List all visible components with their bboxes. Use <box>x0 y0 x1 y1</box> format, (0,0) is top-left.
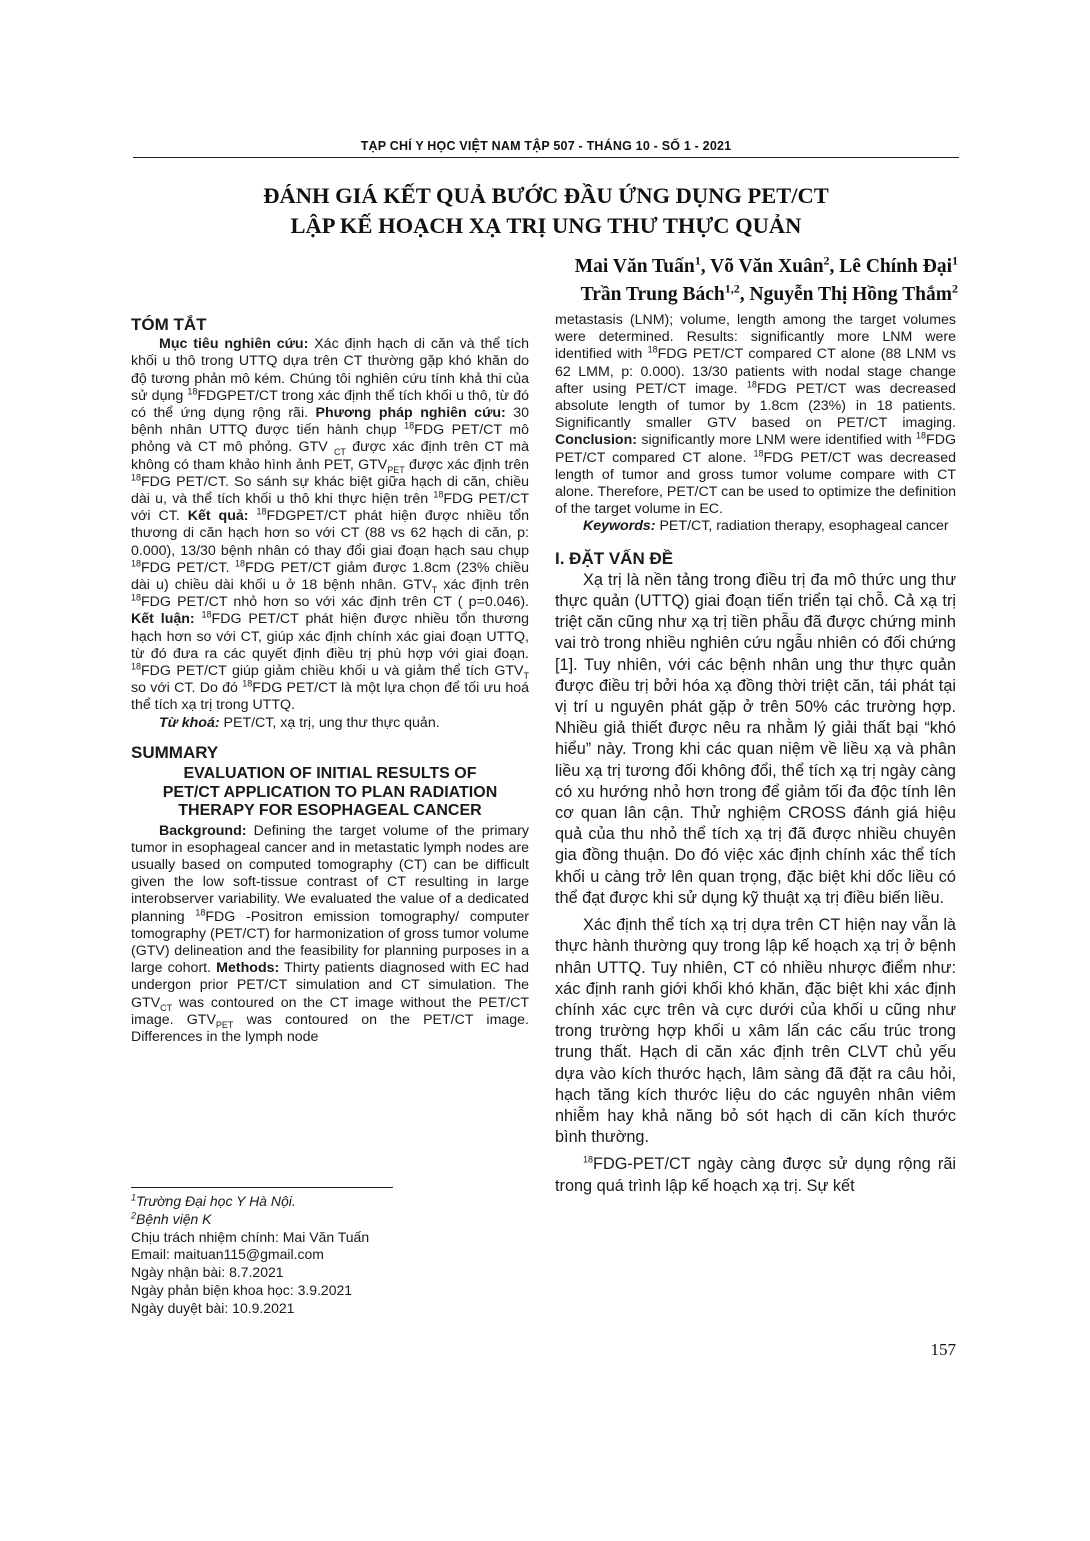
author-line-1 <box>440 253 958 281</box>
section-1-paragraph-2: Xác định thể tích xạ trị dựa trên CT hiện nay vẫn là thực hành thường quy trong lập kế hoạch xạ trị ở bệnh nhân UTTQ. Tuy nhiên, CT có nhiều nhược điểm như: xác định ranh giới khối khó khăn, đặc biệt khi xác định chính xác cực trên và cực dưới của khối u cũng như trong trường hợp khối u xâm lấn các cấu trúc trong trung thất. Hạch di căn xác định trên CLVT chủ yếu dựa vào kích thước hạch, lâm sàng đã đặt ra câu hỏi, hạch tăng kích thước liệu do các nguyên nhân viêm nhiễm hay khả năng bỏ sót hạch di căn kích thước bình thường. <box>555 916 956 1147</box>
author-name: Mai Văn Tuấn <box>574 256 695 277</box>
left-column <box>131 316 529 1046</box>
text: was contoured on the CT image without the PET/CT image. GTV <box>131 994 529 1028</box>
text: được xác định trên CT mà không có tham khảo hình ảnh PET, GTV <box>131 439 529 473</box>
superscript: 18 <box>433 489 444 500</box>
summary-title-line: EVALUATION OF INITIAL RESULTS OF <box>183 765 477 783</box>
text: FDG PET/CT là một lựa chọn để tối ưu hoá thể tích xạ trị trong UTTQ. <box>131 680 529 714</box>
footnote-affiliation-1 <box>131 1193 531 1211</box>
abstract-en-continued <box>555 312 956 518</box>
subscript: CT <box>333 447 346 458</box>
section-1-paragraph-3 <box>555 1154 956 1196</box>
text: FDG PET/CT was decreased length of tumor and gross tumor volume compare with CT alone. Therefore, PET/CT can be used to optimize the definition of the target volume in EC. <box>555 449 957 518</box>
label: Keywords: <box>583 518 656 535</box>
author-list <box>440 253 958 309</box>
superscript: 18 <box>753 447 764 458</box>
label: Từ khoá: <box>159 714 220 731</box>
footnote-affiliation-2 <box>131 1211 531 1229</box>
text: FDGPET/CT phát hiện được nhiều tổn thương di căn hạch hơn so với CT (88 vs 62 hạch di căn, p: 0.000), 13/30 bệnh nhân có thay đổi giai đoạn hạch sau chụp <box>131 508 529 559</box>
abstract-vi-heading: TÓM TẮT <box>131 315 207 334</box>
superscript: 18 <box>131 661 142 672</box>
author-name: , Võ Văn Xuân <box>700 256 824 277</box>
footnote-received: Ngày nhận bài: 8.7.2021 <box>131 1264 284 1281</box>
text: Thirty patients diagnosed with EC had undergon prior PET/CT simulation and CT simulation. The GTV <box>131 960 529 1011</box>
label: Background: <box>159 822 247 839</box>
footnotes <box>131 1193 531 1318</box>
label: Kết quả: <box>187 508 249 525</box>
summary-title <box>131 765 529 821</box>
subscript: T <box>431 584 438 595</box>
superscript: 2 <box>131 1210 137 1221</box>
subscript: T <box>523 670 529 681</box>
text: FDG PET/CT nhỏ hơn so với xác định trên CT ( p=0.046). <box>141 594 529 611</box>
subscript: CT <box>160 1002 173 1013</box>
author-name: , Lê Chính Đại <box>829 256 952 277</box>
text: 30 bệnh nhân UTTQ được tiến hành chụp <box>131 405 529 439</box>
label: Methods: <box>216 960 280 977</box>
text: FDG PET/CT giảm được 1.8cm (23% chiều dài u) chiều dài khối u ở 18 bệnh nhân. GTV <box>131 559 529 594</box>
footnote-email: Email: maituan115@gmail.com <box>131 1246 324 1263</box>
article-title <box>133 181 959 241</box>
text: xác định trên <box>437 577 529 594</box>
subscript: PET <box>387 464 405 475</box>
text: Defining the target volume of the primary tumor in esophageal cancer and in metastatic lymph nodes are usually based on computed tomography (CT) can be difficult given the low soft-tissue contrast of CT resulting in large interobserver variability. We evaluated the value of a dedicated planning <box>131 822 529 925</box>
header-rule <box>133 157 959 158</box>
text: FDG PET/CT compared CT alone (88 LNM vs 62 LMM, p: 0.000). 13/30 patients with nodal stage change after using PET/CT image. <box>555 346 956 397</box>
author-affiliation: 1,2 <box>724 281 740 296</box>
superscript: 18 <box>187 386 198 397</box>
superscript: 18 <box>131 558 142 569</box>
text: FDG PET/CT mô phỏng và CT mô phỏng. GTV <box>131 422 529 456</box>
summary-heading: SUMMARY <box>131 742 219 762</box>
text <box>195 611 202 627</box>
text: PET/CT, xạ trị, ung thư thực quản. <box>219 714 440 731</box>
author-affiliation: 1 <box>952 253 958 268</box>
superscript: 1 <box>131 1192 137 1203</box>
text: FDG-PET/CT ngày càng được sử dụng rộng rãi trong quá trình lập kế hoạch xạ trị. Sự kết <box>555 1155 956 1195</box>
section-1-heading: I. ĐẶT VẤN ĐỀ <box>555 548 674 568</box>
text: FDG PET/CT với CT. <box>131 491 529 525</box>
label: Phương pháp nghiên cứu: <box>315 405 506 422</box>
superscript: 18 <box>235 558 246 569</box>
footnote-rule <box>131 1187 393 1188</box>
superscript: 18 <box>131 472 142 483</box>
label: Mục tiêu nghiên cứu: <box>159 336 309 353</box>
author-affiliation: 1 <box>694 253 701 268</box>
superscript: 18 <box>242 678 253 689</box>
author-name: , Nguyễn Thị Hồng Thắm <box>739 284 952 305</box>
text: FDG PET/CT compared CT alone. <box>555 432 956 466</box>
journal-header: TẠP CHÍ Y HỌC VIỆT NAM TẬP 507 - THÁNG 10 - SỐ 1 - 2021 <box>360 139 732 153</box>
author-name: Trần Trung Bách <box>580 284 725 305</box>
keywords-en <box>555 518 956 535</box>
text: was contoured on the PET/CT image. Differences in the lymph node <box>131 1011 529 1046</box>
superscript: 18 <box>746 379 757 390</box>
abstract-vi-text <box>131 336 529 714</box>
subscript: PET <box>215 1019 234 1030</box>
superscript: 18 <box>404 420 415 431</box>
footnote-reviewed: Ngày phản biện khoa học: 3.9.2021 <box>131 1281 353 1298</box>
keywords-vi <box>131 715 529 732</box>
label: Kết luận: <box>131 611 195 628</box>
text: được xác định trên <box>404 456 530 473</box>
superscript: 18 <box>131 592 142 603</box>
right-column <box>555 312 956 1197</box>
abstract-en-text <box>131 823 529 1047</box>
text: FDG PET/CT was decreased absolute length of tumor by 1.8cm (23%) in 18 patients. Significantly smaller GTV based on PET/CT imaging. <box>555 380 956 432</box>
superscript: 18 <box>583 1154 594 1165</box>
summary-title-line: PET/CT APPLICATION TO PLAN RADIATION <box>162 783 498 801</box>
summary-title-line: THERAPY FOR ESOPHAGEAL CANCER <box>178 802 482 820</box>
text: so với CT. Do đó <box>131 680 243 697</box>
author-affiliation: 2 <box>952 281 958 296</box>
footnote-corresponding: Chịu trách nhiệm chính: Mai Văn Tuấn <box>131 1228 370 1245</box>
text: Bệnh viện K <box>136 1210 212 1227</box>
superscript: 18 <box>647 344 658 355</box>
text: significantly more LNM were identified with <box>636 432 917 449</box>
text: PET/CT, radiation therapy, esophageal cancer <box>655 518 949 535</box>
text: FDG PET/CT phát hiện được nhiều tổn thương hạch hơn so với CT, giúp xác định chính xác giai đoạn UTTQ, từ đó đưa ra các quyết định điều trị phù hợp với giai đoạn. <box>131 611 529 662</box>
superscript: 18 <box>201 609 212 620</box>
superscript: 18 <box>916 430 927 441</box>
page-number: 157 <box>930 1340 956 1359</box>
text: FDG -Positron emission tomography/ computer tomography (PET/CT) for harmonization of gross tumor volume (GTV) delineation and the feasibility for planning purposes in a large cohort. <box>131 908 529 977</box>
title-line-1: ĐÁNH GIÁ KẾT QUẢ BƯỚC ĐẦU ỨNG DỤNG PET/CT <box>263 183 829 208</box>
author-affiliation: 2 <box>823 253 830 268</box>
label: Conclusion: <box>555 432 637 449</box>
section-1-paragraph-1: Xạ trị là nền tảng trong điều trị đa mô thức ung thư thực quản (UTTQ) giai đoạn tiến triển tại chỗ. Cả xạ trị triệt căn cũng như xạ trị tiền phẫu đã được chứng minh vai trò trong nhiều nghiên cứu ngẫu nhiên có đối chứng [1]. Tuy nhiên, với các bệnh nhân ung thư thực quản được điều trị bởi hóa xạ đồng thời triệt căn, tái phát tại vị trí u nguyên phát gặp ở trên 50% các trường hợp. Nhiều giả thiết được nêu ra nhằm lý giải thất bại “khó hiểu” này. Trong khi các quan niệm về liều xạ và phân liều xạ trị tương đối không đổi, thể tích xạ trị ngày càng có xu hướng nhỏ hơn trong để giảm tối đa độc tính lên cơ quan lân cận. Thử nghiệm CROSS đánh giá hiệu quả của thu nhỏ thể tích xạ trị đã được nhiều chuyên gia đồng thuận. Do đó việc xác định chính xác thể tích khối u càng trở lên quan trọng, đặc biệt khi dốc liều có thể đạt được khi sử dụng kỹ thuật xạ trị điều biến liều. <box>555 570 956 907</box>
text: metastasis (LNM); volume, length among the target volumes were determined. Results: significantly more LNM were identified with <box>555 312 956 363</box>
footnote-accepted: Ngày duyệt bài: 10.9.2021 <box>131 1299 295 1316</box>
superscript: 18 <box>256 506 267 517</box>
text: FDG PET/CT giúp giảm chiều khối u và giảm thể tích GTV <box>141 663 524 680</box>
text: FDG PET/CT. <box>141 559 235 576</box>
superscript: 18 <box>195 906 206 917</box>
text: FDGPET/CT trong xác định thể tích khối u thô, từ đó có thể ứng dụng rộng rãi. <box>131 387 529 422</box>
author-line-2 <box>440 281 958 309</box>
text: Trường Đại học Y Hà Nội. <box>136 1193 296 1209</box>
text: FDG PET/CT. So sánh sự khác biệt giữa hạch di căn, chiều dài u, và thể tích khối u thô khi thực hiện trên <box>131 473 529 508</box>
text: Xác định hạch di căn và thể tích khối u thô trong UTTQ dựa trên CT thường gặp khó khăn do độ tương phản mô kém. Chúng tôi nghiên cứu tính khả thi của sử dụng <box>131 336 529 404</box>
title-line-2: LẬP KẾ HOẠCH XẠ TRỊ UNG THƯ THỰC QUẢN <box>290 213 802 238</box>
